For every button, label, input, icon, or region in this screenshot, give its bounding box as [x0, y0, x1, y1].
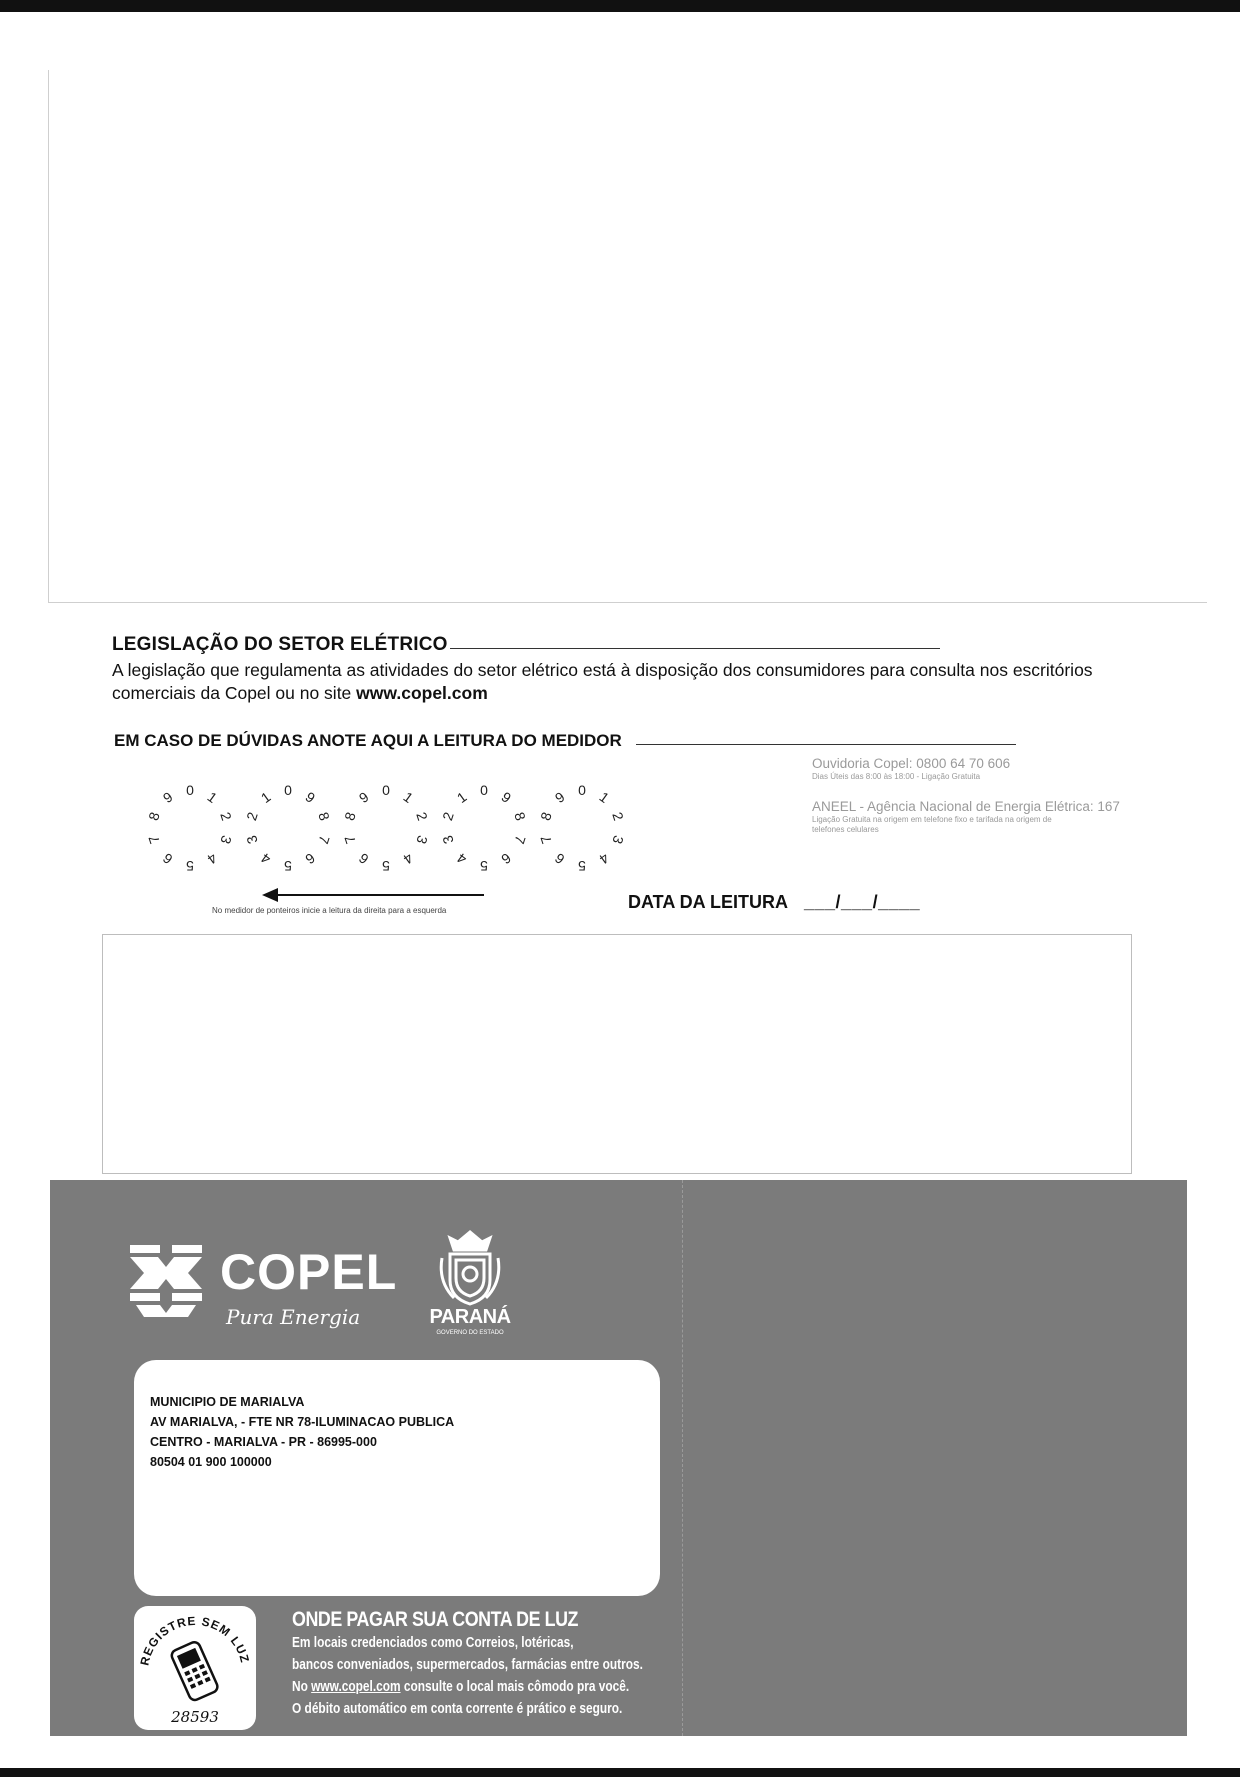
dial-digit: 5 [186, 858, 194, 874]
dial-digit: 6 [551, 849, 568, 868]
meter-dial-4 [434, 778, 534, 878]
dial-digit: 6 [159, 849, 176, 868]
dial-digit: 0 [284, 782, 292, 798]
dial-digit: 5 [284, 858, 292, 874]
dial-digit: 8 [537, 810, 555, 823]
legislacao-title: LEGISLAÇÃO DO SETOR ELÉTRICO [112, 634, 448, 655]
data-leitura-label: DATA DA LEITURA [628, 892, 788, 912]
dial-digit: 4 [257, 849, 274, 868]
dial-digit: 2 [413, 810, 431, 823]
reading-direction-arrow [262, 888, 484, 902]
sms-phone-icon [134, 1606, 256, 1730]
parana-logo [420, 1228, 520, 1338]
aneel-phone: ANEEL - Agência Nacional de Energia Elétrica: 167 [812, 799, 1120, 814]
dial-digit: 8 [315, 810, 333, 823]
dial-digit: 3 [439, 833, 457, 846]
dial-digit: 2 [217, 810, 235, 823]
dial-digit: 6 [498, 849, 515, 868]
payment-line-4: O débito automático em conta corrente é prático e seguro. [292, 1701, 623, 1717]
dial-digit: 1 [400, 788, 417, 807]
dial-digit: 8 [341, 810, 359, 823]
aneel-note-2: telefones celulares [812, 825, 879, 834]
dial-digit: 9 [498, 788, 515, 807]
address-window [134, 1360, 660, 1596]
dial-digit: 9 [159, 788, 176, 807]
dial-digit: 2 [243, 810, 261, 823]
dial-digit: 3 [217, 833, 235, 846]
sms-badge [134, 1606, 256, 1730]
meter-dial-3 [336, 778, 436, 878]
dial-digit: 0 [382, 782, 390, 798]
dial-digit: 9 [355, 788, 372, 807]
legislacao-text [112, 659, 1132, 705]
address-block [150, 1392, 454, 1472]
payment-site-link[interactable]: www.copel.com [311, 1679, 401, 1695]
legislacao-rule [450, 648, 940, 649]
dial-digit: 5 [578, 858, 586, 874]
leitura-rule [636, 744, 1016, 745]
copel-mark-icon [130, 1245, 202, 1317]
dial-digit: 5 [382, 858, 390, 874]
dial-digit: 0 [186, 782, 194, 798]
contact-info [812, 756, 1172, 834]
parana-subtitle: GOVERNO DO ESTADO [436, 1330, 504, 1336]
dial-digit: 9 [551, 788, 568, 807]
payment-title: ONDE PAGAR SUA CONTA DE LUZ [292, 1608, 579, 1631]
dial-digit: 1 [257, 788, 274, 807]
dial-digit: 6 [355, 849, 372, 868]
dial-digit: 3 [609, 833, 627, 846]
dial-digit: 8 [511, 810, 529, 823]
payment-info [292, 1608, 692, 1720]
legislacao-body: A legislação que regulamenta as atividades do setor elétrico está à disposição dos consumidores para consulta nos escritórios comerciais da Copel ou no site [112, 660, 1093, 703]
data-leitura-field[interactable]: ___/___/____ [804, 892, 921, 912]
dial-digit: 7 [315, 833, 333, 846]
dial-digit: 7 [511, 833, 529, 846]
dial-digit: 2 [609, 810, 627, 823]
dial-digit: 7 [341, 833, 359, 846]
dial-digit: 1 [596, 788, 613, 807]
dial-digit: 9 [302, 788, 319, 807]
dial-digit: 4 [596, 849, 613, 868]
meter-dial-1 [140, 778, 240, 878]
dial-digit: 8 [145, 810, 163, 823]
ouvidoria-phone: Ouvidoria Copel: 0800 64 70 606 [812, 756, 1011, 771]
dial-digit: 2 [439, 810, 457, 823]
lower-blank-box [102, 934, 1132, 1174]
dial-digit: 7 [145, 833, 163, 846]
parana-coat-of-arms-icon [420, 1228, 520, 1306]
payment-line-2: bancos conveniados, supermercados, farmácias entre outros. [292, 1657, 643, 1673]
dial-digit: 0 [480, 782, 488, 798]
address-line-2: AV MARIALVA, - FTE NR 78-ILUMINACAO PUBLICA [150, 1415, 455, 1429]
address-line-4: 80504 01 900 100000 [150, 1455, 272, 1469]
leitura-title: EM CASO DE DÚVIDAS ANOTE AQUI A LEITURA DO MEDIDOR [114, 731, 622, 750]
aneel-note-1: Ligação Gratuita na origem em telefone fixo e tarifada na origem de [812, 815, 1052, 824]
copel-slogan: Pura Energia [226, 1305, 361, 1329]
meter-dial-2 [238, 778, 338, 878]
dial-digit: 7 [537, 833, 555, 846]
dial-digit: 4 [204, 849, 221, 868]
sms-number: 28593 [171, 1708, 219, 1726]
dial-digit: 4 [453, 849, 470, 868]
ouvidoria-hours: Dias Úteis das 8:00 às 18:00 - Ligação Gratuita [812, 772, 981, 781]
meter-dial-5 [532, 778, 632, 878]
dial-digit: 5 [480, 858, 488, 874]
payment-line-3: No www.copel.com consulte o local mais cômodo pra você. [292, 1679, 630, 1695]
scan-top-edge [0, 0, 1240, 12]
dial-digit: 3 [243, 833, 261, 846]
dial-digit: 3 [413, 833, 431, 846]
copel-wordmark: COPEL [220, 1244, 398, 1300]
dial-digit: 1 [204, 788, 221, 807]
address-line-3: CENTRO - MARIALVA - PR - 86995-000 [150, 1435, 377, 1449]
dial-digit: 6 [302, 849, 319, 868]
upper-blank-area [48, 70, 1207, 603]
copel-logo [130, 1243, 398, 1343]
payment-line-1: Em locais credenciados como Correios, lotéricas, [292, 1635, 574, 1651]
dial-digit: 0 [578, 782, 586, 798]
meter-dials [140, 778, 640, 878]
dial-digit: 1 [453, 788, 470, 807]
dial-digit: 4 [400, 849, 417, 868]
scan-bottom-edge [0, 1768, 1240, 1777]
address-line-1: MUNICIPIO DE MARIALVA [150, 1395, 305, 1409]
sms-ring-text: REGISTRE SEM LUZ [137, 1613, 253, 1667]
parana-wordmark: PARANÁ [429, 1306, 511, 1328]
copel-site-link[interactable]: www.copel.com [356, 683, 488, 703]
medidor-note: No medidor de ponteiros inicie a leitura da direita para a esquerda [212, 906, 447, 915]
